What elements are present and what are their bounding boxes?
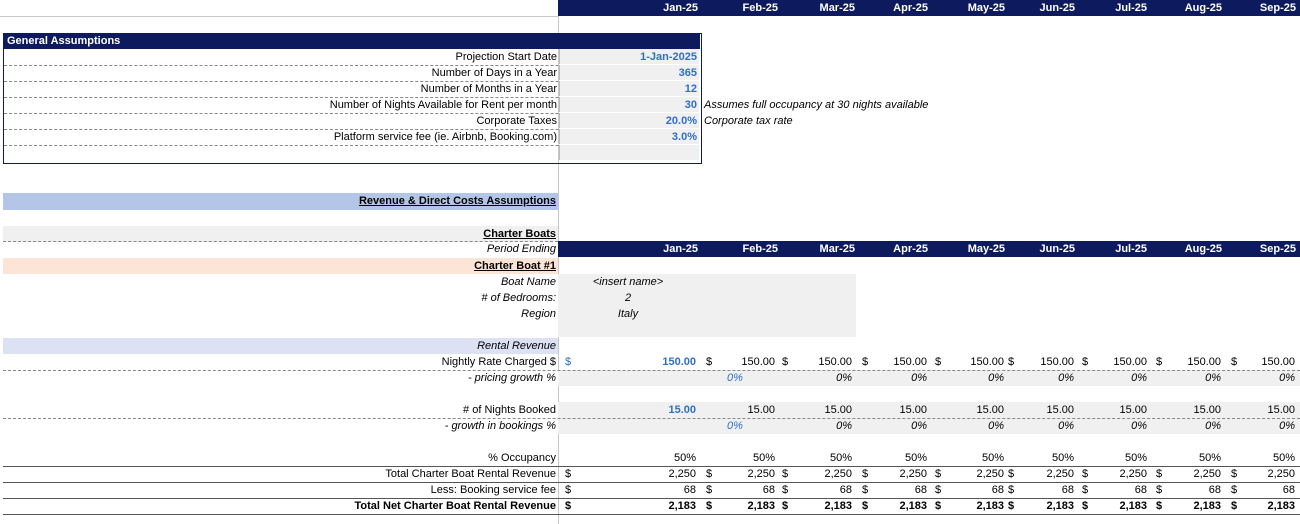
nights-booked-cell: 15.00 <box>976 404 1004 416</box>
net-rental-revenue-cell: 2,183 <box>899 500 927 512</box>
currency-symbol: $ <box>706 356 713 368</box>
currency-symbol: $ <box>1156 468 1163 480</box>
net-rental-revenue-cell: 2,183 <box>1046 500 1074 512</box>
month-header-cell: Aug-25 <box>1184 243 1222 255</box>
currency-symbol: $ <box>1008 468 1015 480</box>
net-rental-revenue-cell: 2,183 <box>976 500 1004 512</box>
bookings-growth-cell[interactable]: 0% <box>727 420 743 432</box>
occupancy-cell: 50% <box>829 452 852 464</box>
currency-symbol: $ <box>1231 356 1238 368</box>
booking-fee-cell: 68 <box>914 484 927 496</box>
currency-symbol: $ <box>1231 468 1238 480</box>
month-header-cell: Sep-25 <box>1259 2 1296 14</box>
total-rental-revenue-cell: 2,250 <box>1046 468 1074 480</box>
ga-input-cell[interactable]: 365 <box>559 65 699 80</box>
pricing-growth-cell: 0% <box>836 372 852 384</box>
nights-booked-cell: 15.00 <box>899 404 927 416</box>
occupancy-cell: 50% <box>1051 452 1074 464</box>
month-header-cell: Mar-25 <box>819 2 855 14</box>
nights-booked-cell: 15.00 <box>747 404 775 416</box>
booking-fee-cell: 68 <box>683 484 696 496</box>
bedrooms-input[interactable]: 2 <box>624 292 632 304</box>
occupancy-cell: 50% <box>752 452 775 464</box>
currency-symbol: $ <box>706 468 713 480</box>
nightly-rate-cell: 150.00 <box>970 356 1004 368</box>
month-header-cell: Sep-25 <box>1259 243 1296 255</box>
booking-fee-cell: 68 <box>1208 484 1221 496</box>
currency-symbol: $ <box>862 468 869 480</box>
net-rental-revenue-cell: 2,183 <box>1193 500 1221 512</box>
pricing-growth-cell: 0% <box>911 372 927 384</box>
pricing-growth-label: - pricing growth % <box>467 372 556 384</box>
nightly-rate-cell[interactable]: 150.00 <box>662 356 696 368</box>
currency-symbol: $ <box>1156 500 1163 512</box>
note-tax: Corporate tax rate <box>704 115 793 127</box>
currency-symbol: $ <box>935 500 942 512</box>
nightly-rate-cell: 150.00 <box>893 356 927 368</box>
currency-symbol: $ <box>935 356 942 368</box>
currency-symbol: $ <box>1008 500 1015 512</box>
currency-symbol: $ <box>782 468 789 480</box>
occupancy-cell: 50% <box>1272 452 1295 464</box>
booking-fee-cell: 68 <box>839 484 852 496</box>
net-rental-revenue-cell: 2,183 <box>1119 500 1147 512</box>
currency-symbol: $ <box>1156 356 1163 368</box>
currency-symbol: $ <box>1082 484 1089 496</box>
currency-symbol: $ <box>565 484 572 496</box>
occupancy-cell: 50% <box>1124 452 1147 464</box>
currency-symbol: $ <box>1082 356 1089 368</box>
nightly-rate-cell: 150.00 <box>1261 356 1295 368</box>
charter-boats-heading: Charter Boats <box>483 228 556 240</box>
nightly-rate-cell: 150.00 <box>741 356 775 368</box>
month-header-cell: Mar-25 <box>819 243 855 255</box>
bookings-growth-cell: 0% <box>1205 420 1221 432</box>
ga-input-cell[interactable]: 30 <box>559 97 699 112</box>
occupancy-label: % Occupancy <box>488 452 556 464</box>
pricing-growth-cell: 0% <box>988 372 1004 384</box>
boat-name-input[interactable]: <insert name> <box>592 276 664 288</box>
booking-fee-label: Less: Booking service fee <box>430 484 556 496</box>
nights-booked-cell: 15.00 <box>1046 404 1074 416</box>
rental-revenue-label: Rental Revenue <box>477 340 556 352</box>
total-rental-revenue-cell: 2,250 <box>1119 468 1147 480</box>
booking-fee-cell: 68 <box>1061 484 1074 496</box>
top-rule <box>0 16 558 17</box>
ga-row-start-date <box>4 49 699 66</box>
general-assumptions-title: General Assumptions <box>3 33 700 49</box>
occupancy-cell: 50% <box>673 452 696 464</box>
nights-booked-cell: 15.00 <box>824 404 852 416</box>
currency-symbol: $ <box>782 356 789 368</box>
month-header-cell: Apr-25 <box>893 243 928 255</box>
currency-symbol: $ <box>935 468 942 480</box>
total-rental-revenue-cell: 2,250 <box>668 468 696 480</box>
ga-label: Number of Days in a Year <box>431 67 557 79</box>
month-header-top <box>558 0 1300 16</box>
bookings-growth-label: - growth in bookings % <box>444 420 556 432</box>
ga-input-cell[interactable]: 20.0% <box>559 113 699 128</box>
net-rental-revenue-cell: 2,183 <box>824 500 852 512</box>
currency-symbol: $ <box>782 484 789 496</box>
ga-row-nights <box>4 97 699 114</box>
nights-booked-cell: 15.00 <box>1267 404 1295 416</box>
nights-booked-cell[interactable]: 15.00 <box>668 404 696 416</box>
nightly-rate-cell: 150.00 <box>1113 356 1147 368</box>
currency-symbol: $ <box>782 500 789 512</box>
month-header-cell: Jun-25 <box>1039 243 1075 255</box>
currency-symbol: $ <box>862 484 869 496</box>
currency-symbol: $ <box>862 356 869 368</box>
nights-booked-label: # of Nights Booked <box>463 404 556 416</box>
ga-row-tax <box>4 113 699 130</box>
nightly-rate-cell: 150.00 <box>1187 356 1221 368</box>
bedrooms-label: # of Bedrooms: <box>481 292 556 304</box>
net-rental-revenue-label: Total Net Charter Boat Rental Revenue <box>354 500 556 512</box>
month-header-cell: May-25 <box>967 2 1005 14</box>
bookings-growth-cell: 0% <box>1131 420 1147 432</box>
bookings-growth-cell: 0% <box>988 420 1004 432</box>
ga-label: Corporate Taxes <box>476 115 557 127</box>
month-header-period <box>558 241 1300 257</box>
ga-label: Number of Months in a Year <box>420 83 557 95</box>
booking-fee-cell: 68 <box>762 484 775 496</box>
month-header-cell: Jul-25 <box>1115 243 1147 255</box>
pricing-growth-cell[interactable]: 0% <box>727 372 743 384</box>
total-rental-revenue-cell: 2,250 <box>824 468 852 480</box>
month-header-cell: May-25 <box>967 243 1005 255</box>
currency-symbol: $ <box>565 356 572 368</box>
total-rental-revenue-cell: 2,250 <box>899 468 927 480</box>
ga-row-platform-fee <box>4 129 699 146</box>
charter-boat-title: Charter Boat #1 <box>474 260 556 272</box>
total-rental-revenue-cell: 2,250 <box>1193 468 1221 480</box>
total-rental-revenue-label: Total Charter Boat Rental Revenue <box>385 468 556 480</box>
currency-symbol: $ <box>1156 484 1163 496</box>
ga-input-cell[interactable]: 3.0% <box>559 129 699 144</box>
period-ending-label: Period Ending <box>486 243 556 255</box>
month-header-cell: Jun-25 <box>1039 2 1075 14</box>
net-rental-revenue-cell: 2,183 <box>668 500 696 512</box>
occupancy-cell: 50% <box>981 452 1004 464</box>
ga-label: Projection Start Date <box>455 51 557 63</box>
currency-symbol: $ <box>1008 484 1015 496</box>
occupancy-cell: 50% <box>1198 452 1221 464</box>
currency-symbol: $ <box>1082 468 1089 480</box>
net-rental-revenue-cell: 2,183 <box>747 500 775 512</box>
ga-row-months <box>4 81 699 98</box>
booking-fee-cell: 68 <box>1282 484 1295 496</box>
ga-input-cell[interactable]: 12 <box>559 81 699 96</box>
month-header-cell: Feb-25 <box>742 2 778 14</box>
ga-label: Platform service fee (ie. Airbnb, Booking.com) <box>333 131 557 143</box>
nightly-rate-cell: 150.00 <box>818 356 852 368</box>
currency-symbol: $ <box>862 500 869 512</box>
nights-booked-cell: 15.00 <box>1119 404 1147 416</box>
ga-input-cell[interactable]: 1-Jan-2025 <box>559 49 699 64</box>
currency-symbol: $ <box>706 500 713 512</box>
ga-input-cell-empty[interactable] <box>559 145 699 160</box>
currency-symbol: $ <box>1231 500 1238 512</box>
region-input[interactable]: Italy <box>617 308 639 320</box>
ga-label: Number of Nights Available for Rent per month <box>329 99 557 111</box>
bookings-growth-cell: 0% <box>911 420 927 432</box>
note-occupancy: Assumes full occupancy at 30 nights available <box>704 99 929 111</box>
nights-booked-cell: 15.00 <box>1193 404 1221 416</box>
month-header-cell: Apr-25 <box>893 2 928 14</box>
region-label: Region <box>521 308 556 320</box>
nightly-rate-label: Nightly Rate Charged $ <box>441 356 556 368</box>
bookings-growth-cell: 0% <box>1279 420 1295 432</box>
pricing-growth-cell: 0% <box>1205 372 1221 384</box>
pricing-growth-cell: 0% <box>1131 372 1147 384</box>
bookings-growth-cell: 0% <box>836 420 852 432</box>
pricing-growth-cell: 0% <box>1279 372 1295 384</box>
occupancy-cell: 50% <box>904 452 927 464</box>
total-rental-revenue-cell: 2,250 <box>1267 468 1295 480</box>
total-rental-revenue-cell: 2,250 <box>976 468 1004 480</box>
net-rental-revenue-cell: 2,183 <box>1267 500 1295 512</box>
month-header-cell: Jan-25 <box>663 2 698 14</box>
currency-symbol: $ <box>706 484 713 496</box>
total-rental-revenue-cell: 2,250 <box>747 468 775 480</box>
currency-symbol: $ <box>565 500 572 512</box>
currency-symbol: $ <box>1231 484 1238 496</box>
currency-symbol: $ <box>1082 500 1089 512</box>
month-header-cell: Jul-25 <box>1115 2 1147 14</box>
bookings-growth-cell: 0% <box>1058 420 1074 432</box>
ga-row-days <box>4 65 699 82</box>
currency-symbol: $ <box>935 484 942 496</box>
currency-symbol: $ <box>1008 356 1015 368</box>
month-header-cell: Feb-25 <box>742 243 778 255</box>
revenue-section-title: Revenue & Direct Costs Assumptions <box>3 193 558 210</box>
pricing-growth-cell: 0% <box>1058 372 1074 384</box>
month-header-cell: Jan-25 <box>663 243 698 255</box>
ga-row-empty <box>4 145 699 161</box>
nightly-rate-cell: 150.00 <box>1040 356 1074 368</box>
month-header-cell: Aug-25 <box>1184 2 1222 14</box>
booking-fee-cell: 68 <box>991 484 1004 496</box>
currency-symbol: $ <box>565 468 572 480</box>
boat-name-label: Boat Name <box>500 276 556 288</box>
booking-fee-cell: 68 <box>1134 484 1147 496</box>
